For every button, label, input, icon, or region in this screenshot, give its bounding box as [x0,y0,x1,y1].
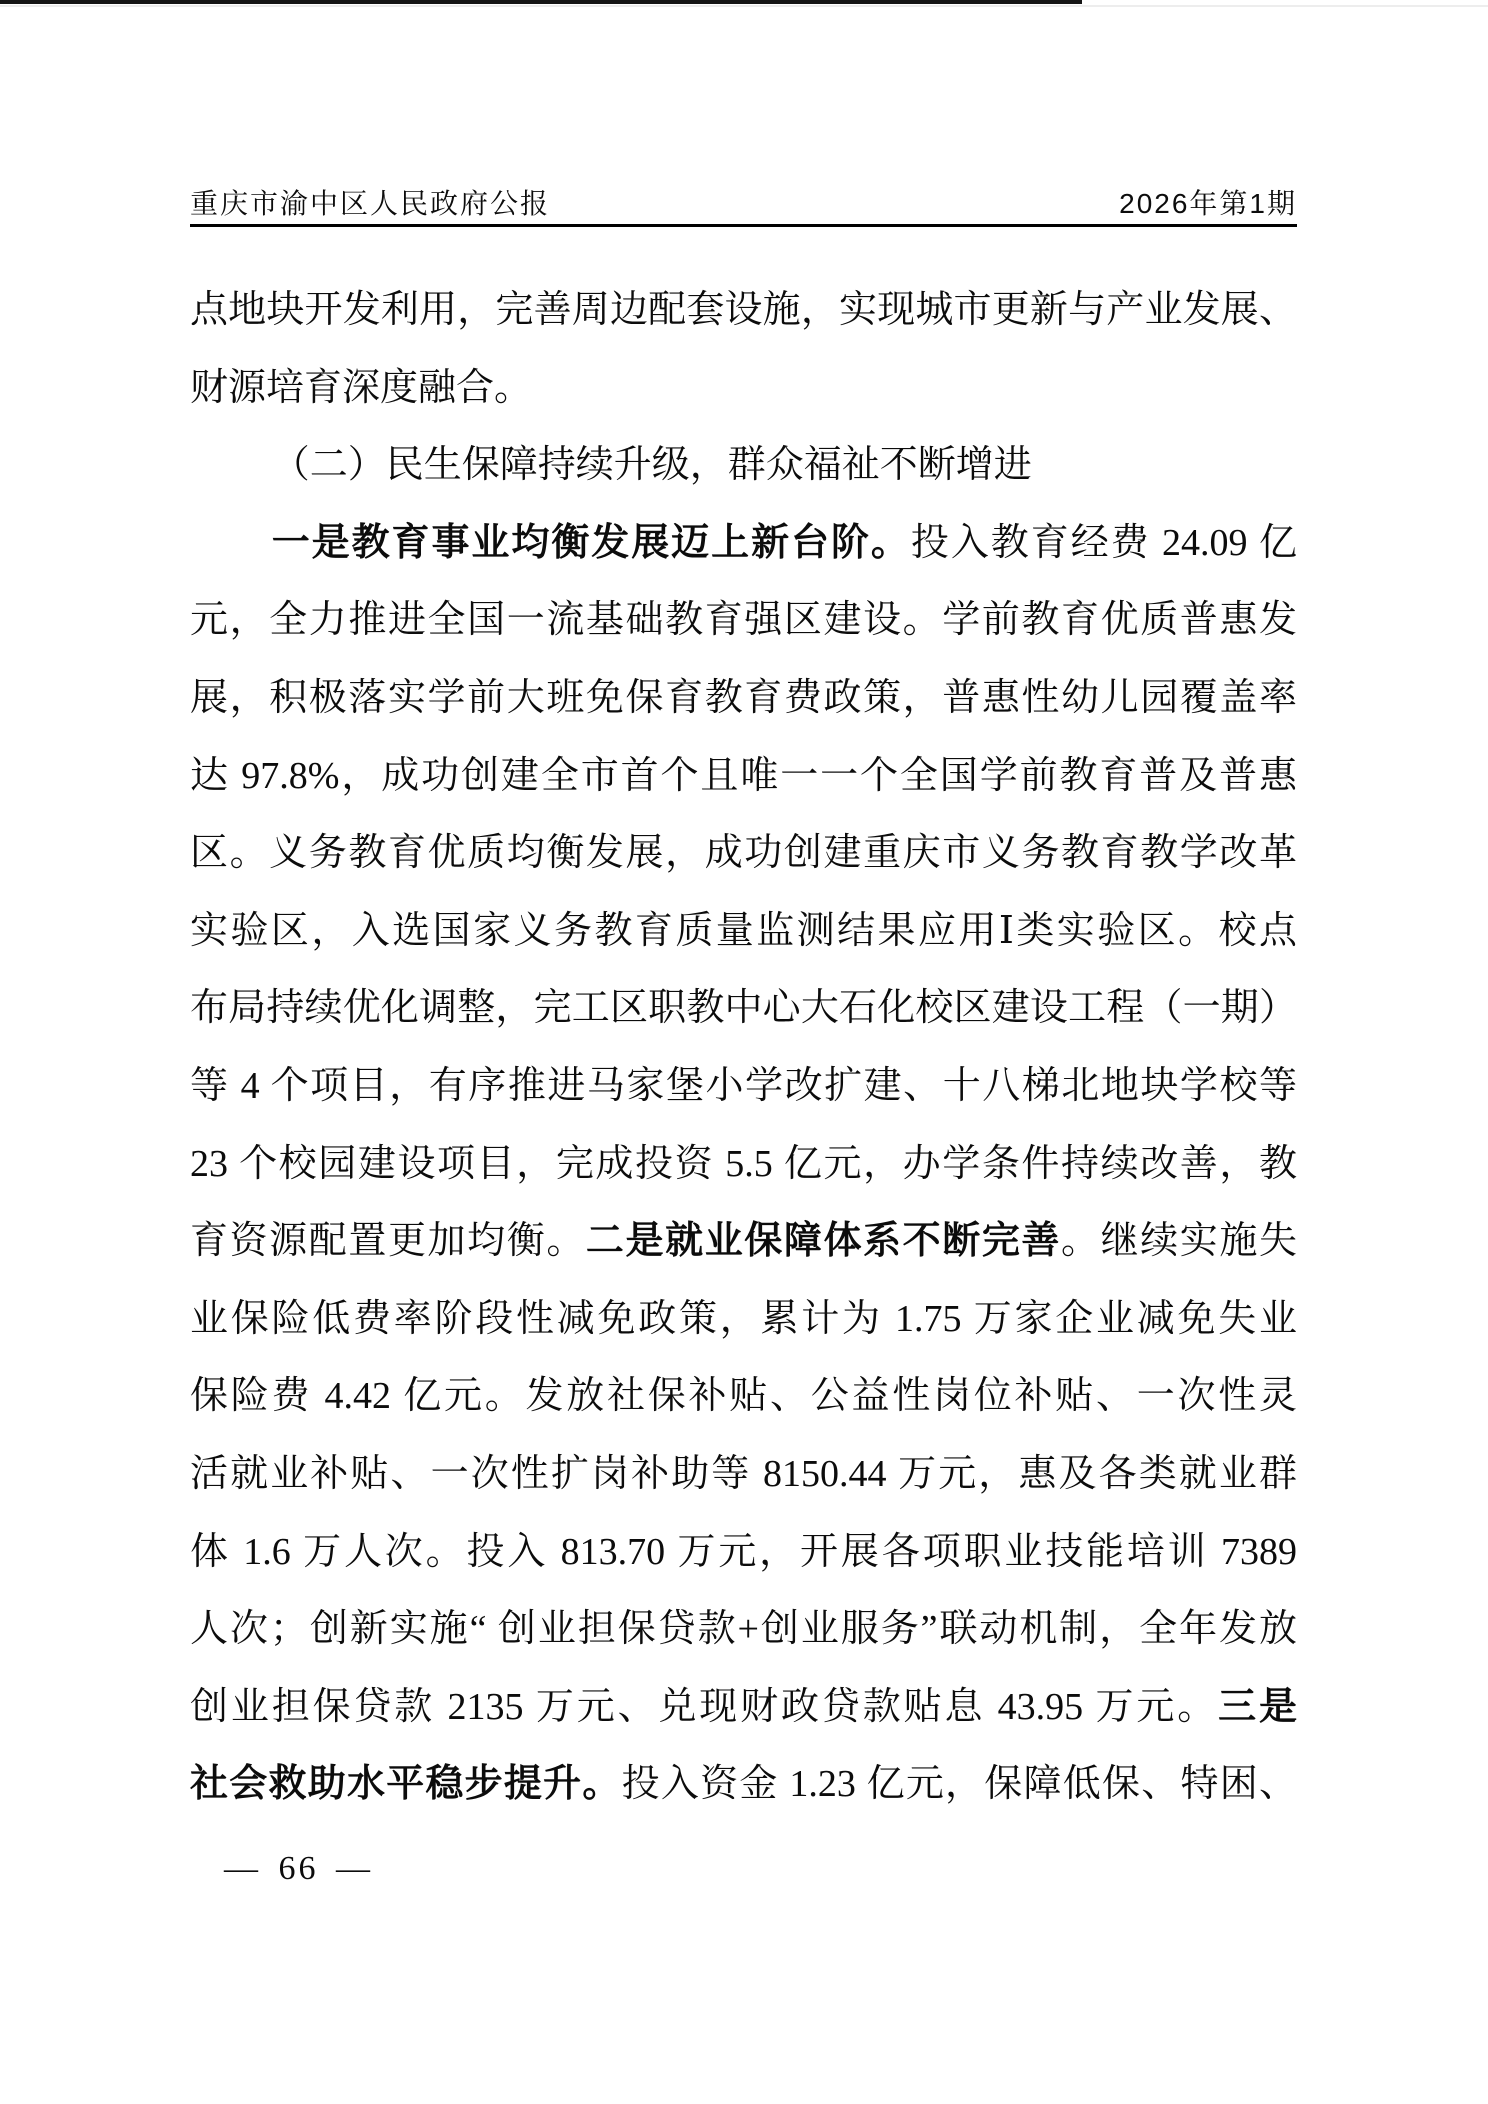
page-footer [224,1850,373,1888]
text-segment: 等 4 个项目，有序推进马家堡小学改扩建、十八梯北地块学校等 [190,1064,1297,1107]
text-segment: 达 97.8%，成功创建全市首个且唯一一个全国学前教育普及普惠 [190,754,1297,797]
body-line [190,1591,1297,1669]
body-line [190,660,1297,738]
text-segment: 育资源配置更加均衡。 [190,1220,586,1263]
text-segment: 点地块开发利用，完善周边配套设施，实现城市更新与产业发展、 [190,289,1297,331]
body-line [190,1514,1297,1592]
header-issue-label: 2026年第1期 [1119,188,1297,219]
text-segment: 投入资金 1.23 亿元，保障低保、特困、 [621,1763,1297,1806]
body-line [190,893,1297,971]
text-segment: 展，积极落实学前大班免保育教育费政策，普惠性幼儿园覆盖率 [190,676,1297,719]
body-line [190,815,1297,893]
bold-phrase: 三是 [1218,1685,1297,1728]
body-line [190,970,1297,1048]
bold-phrase: 一是教育事业均衡发展迈上新台阶。 [271,521,911,564]
text-segment: 布局持续优化调整，完工区职教中心大石化校区建设工程（一期） [190,987,1297,1030]
header-rule [190,224,1297,227]
body-line [190,1669,1297,1747]
body-line [190,350,1297,428]
text-segment: 财源培育深度融合。 [190,366,533,409]
page-number: — 66 — [224,1850,373,1887]
body-line [190,582,1297,660]
text-segment: 活就业补贴、一次性扩岗补助等 8150.44 万元，惠及各类就业群 [190,1452,1297,1495]
bold-phrase: 社会救助水平稳步提升。 [190,1763,622,1806]
text-segment: 区。义务教育优质均衡发展，成功创建重庆市义务教育教学改革 [190,832,1297,875]
body-line [190,1203,1297,1281]
text-segment: 业保险低费率阶段性减免政策，累计为 1.75 万家企业减免失业 [190,1297,1297,1340]
body-line [190,1358,1297,1436]
header-gazette-title: 重庆市渝中区人民政府公报 [190,189,551,220]
body-line [190,1436,1297,1514]
body-line [190,427,1297,505]
body-line [190,272,1297,350]
text-segment: 创业担保贷款 2135 万元、兑现财政贷款贴息 43.95 万元。 [190,1685,1219,1728]
text-segment: 保险费 4.42 亿元。发放社保补贴、公益性岗位补贴、一次性灵 [190,1375,1297,1418]
body-line [190,1126,1297,1204]
body-line [190,1746,1297,1824]
text-segment: 实验区，入选国家义务教育质量监测结果应用Ⅰ类实验区。校点 [190,909,1297,952]
scan-artifact-hairline [0,5,1488,7]
body-line [190,738,1297,816]
text-segment: 。继续实施失 [1061,1220,1297,1263]
body-line [190,1281,1297,1359]
page-header [190,182,1297,222]
body-line [190,1048,1297,1126]
text-segment: 体 1.6 万人次。投入 813.70 万元，开展各项职业技能培训 7389 [190,1530,1297,1573]
text-segment: 投入教育经费 24.09 亿 [910,521,1297,564]
body-line [190,505,1297,583]
text-segment: 23 个校园建设项目，完成投资 5.5 亿元，办学条件持续改善，教 [190,1142,1297,1185]
document-body [190,272,1297,1824]
text-segment: 人次；创新实施“ 创业担保贷款+创业服务”联动机制，全年发放 [190,1608,1297,1651]
text-segment: 元，全力推进全国一流基础教育强区建设。学前教育优质普惠发 [190,599,1297,642]
text-segment: （二）民生保障持续升级，群众福祉不断增进 [271,444,1032,487]
bold-phrase: 二是就业保障体系不断完善 [585,1220,1062,1263]
scan-artifact-bar [0,0,1082,4]
